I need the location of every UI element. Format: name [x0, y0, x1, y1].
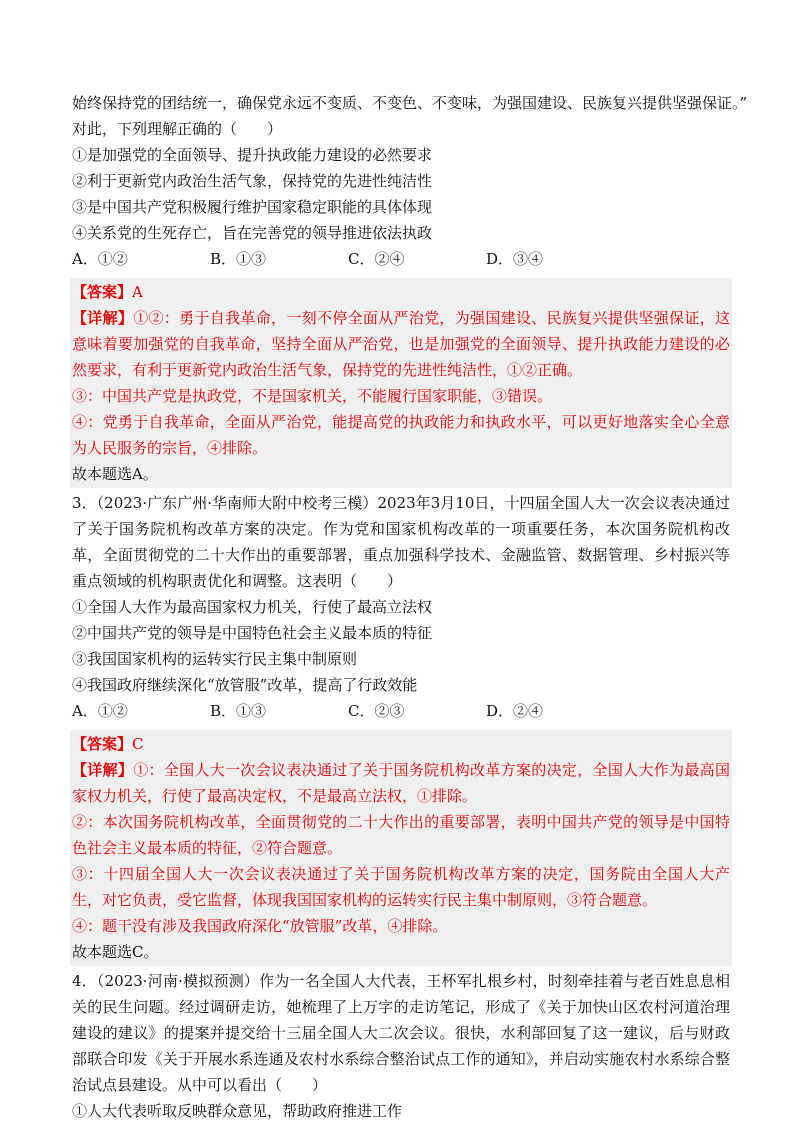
document-page — [72, 90, 748, 1124]
q3-answer-value: C — [132, 735, 144, 753]
q3-explain-text-1: ①：全国人大一次会议表决通过了关于国务院机构改革方案的决定，全国人大作为最高国家权力机关，行使了最高决定权，不是最高立法权，①排除。 — [72, 761, 730, 805]
q3-stem: 3．（2023·广东广州·华南师大附中校考三模）2023年3月10日，十四届全国人大一次会议表决通过了关于国务院机构改革方案的决定。作为党和国家机构改革的一项重要任务，本次国务院机构改革，全面贯彻党的二十大作出的重要部署，重点加强科学技术、金融监管、数据管理、乡村振兴等重点领域的机构职责优化和调整。这表明（ ） — [72, 494, 730, 590]
q3-answer-label: 【答案】 — [72, 735, 133, 753]
q2-option-c: C．②④ — [348, 250, 405, 268]
q2-item-3: ③是中国共产党积极履行维护国家稳定职能的具体体现 — [72, 198, 433, 216]
q2-option-d: D．③④ — [486, 250, 544, 268]
q2-explain-text-1: ①②：勇于自我革命，一刻不停全面从严治党，为强国建设、民族复兴提供坚强保证，这意味着要加强党的自我革命，坚持全面从严治党，也是加强党的全面领导、提升执政能力建设的必然要求，有利于更新党内政治生活气象，保持党的先进性纯洁性，①②正确。 — [72, 309, 730, 379]
q2-explain-2: ③：中国共产党是执政党，不是国家机关，不能履行国家职能，③错误。 — [72, 387, 553, 405]
q2-explain-1 — [72, 305, 730, 383]
q2-answer — [72, 279, 730, 305]
q2-conclusion: 故本题选A。 — [72, 465, 158, 483]
q3-option-d: D．②④ — [486, 702, 544, 720]
q3-answer-block — [70, 730, 732, 966]
q4-item-1: ①人大代表听取反映群众意见，帮助政府推进工作 — [72, 1102, 403, 1120]
q3-explain-3: ③：十四届全国人大一次会议表决通过了关于国务院机构改革方案的决定，国务院由全国人大产生，对它负责，受它监督，体现我国国家机构的运转实行民主集中制原则，③符合题意。 — [72, 865, 730, 909]
q2-answer-label: 【答案】 — [72, 283, 133, 301]
q3-answer — [72, 731, 730, 757]
q3-item-2: ②中国共产党的领导是中国特色社会主义最本质的特征 — [72, 624, 433, 642]
q3-explain-label: 【详解】 — [72, 761, 134, 779]
q2-option-a: A．①② — [72, 250, 128, 268]
q4-stem: 4．（2023·河南·模拟预测）作为一名全国人大代表，王杯军扎根乡村，时刻牵挂着与老百姓息息相关的民生问题。经过调研走访，她梳理了上万字的走访笔记，形成了《关于加快山区农村河道治理建设的建议》的提案并提交给十三届全国人大二次会议。很快，水利部回复了这一建议，后与财政部联合印发《关于开展水系连通及农村水系综合整治试点工作的通知》，并启动实施农村水系综合整治试点县建设。从中可以看出（ ） — [72, 972, 730, 1094]
q2-ask: 对此，下列理解正确的（ ） — [72, 120, 283, 138]
q2-item-1: ①是加强党的全面领导、提升执政能力建设的必然要求 — [72, 146, 433, 164]
q2-option-b: B．①③ — [210, 250, 267, 268]
q3-option-c: C．②③ — [348, 702, 405, 720]
q2-item-4: ④关系党的生死存亡，旨在完善党的领导推进依法执政 — [72, 224, 433, 242]
q3-conclusion: 故本题选C。 — [72, 943, 159, 961]
q2-options — [72, 246, 730, 272]
q3-item-1: ①全国人大作为最高国家权力机关，行使了最高立法权 — [72, 598, 433, 616]
q3-explain-4: ④：题干没有涉及我国政府深化“放管服”改革，④排除。 — [72, 917, 448, 935]
q2-answer-value: A — [132, 283, 143, 301]
q2-item-2: ②利于更新党内政治生活气象，保持党的先进性纯洁性 — [72, 172, 433, 190]
q2-explain-3: ④：党勇于自我革命，全面从严治党，能提高党的执政能力和执政水平，可以更好地落实全心全意为人民服务的宗旨，④排除。 — [72, 413, 730, 457]
q3-option-b: B．①③ — [210, 702, 267, 720]
q3-item-3: ③我国国家机构的运转实行民主集中制原则 — [72, 650, 358, 668]
q2-explain-label: 【详解】 — [72, 309, 134, 327]
q3-item-4: ④我国政府继续深化“放管服”改革，提高了行政效能 — [72, 676, 418, 694]
q3-options — [72, 698, 730, 724]
q2-answer-block — [70, 278, 732, 488]
q2-stem-tail: 始终保持党的团结统一，确保党永远不变质、不变色、不变味，为强国建设、民族复兴提供坚强保证。” — [72, 94, 748, 112]
q3-explain-1 — [72, 757, 730, 809]
q3-explain-2: ②：本次国务院机构改革，全面贯彻党的二十大作出的重要部署，表明中国共产党的领导是中国特色社会主义最本质的特征，②符合题意。 — [72, 813, 730, 857]
q3-option-a: A．①② — [72, 702, 128, 720]
